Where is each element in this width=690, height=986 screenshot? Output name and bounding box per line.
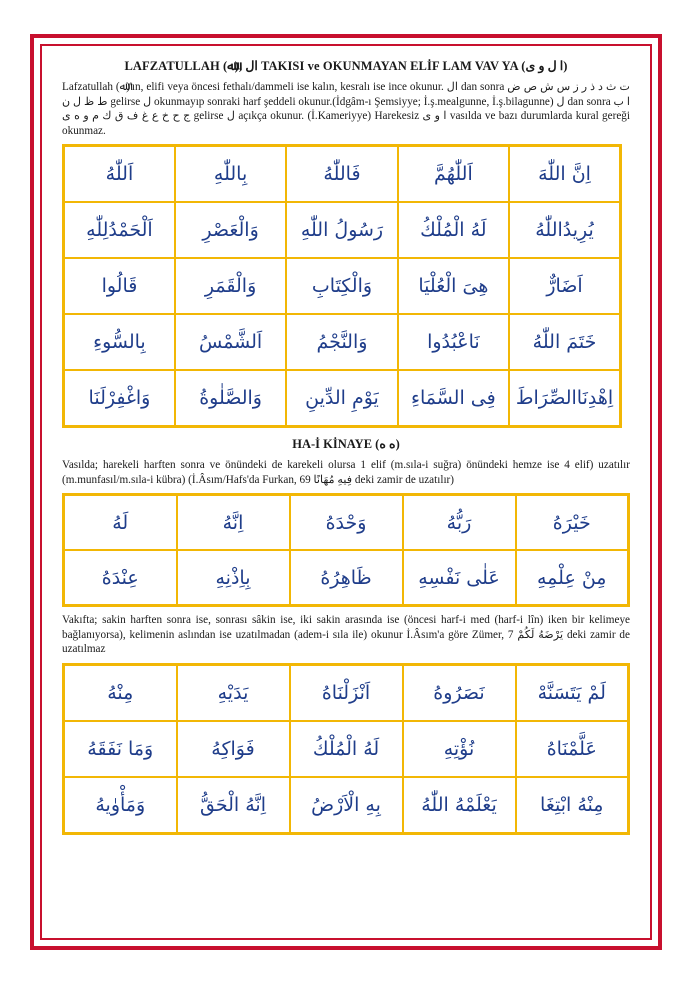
arabic-word-cell: اَضَارٌّ xyxy=(509,258,620,314)
table-row xyxy=(64,146,621,203)
vakifta-paragraph: Vakıfta; sakin harften sonra ise, sonrası sâkin ise, iki sakin arasında ise (öncesi harf-i med (harf-i lîn) iken bir kelimeye bağlanıyorsa), kelimenin aslından ise uzatılmadan (adem-i sıla ile) okunur İ.Âsım'a göre Zümer, 7 يَرْضَهُ لَكُمْ deki zamir de uzatılmaz xyxy=(62,614,630,655)
page-content xyxy=(62,58,630,835)
table-row xyxy=(64,550,629,606)
table-row xyxy=(64,202,621,258)
arabic-word-cell: بِهِ الْاَرْضُ xyxy=(290,777,403,834)
arabic-word-cell: اِنَّهُ xyxy=(177,495,290,551)
table-row xyxy=(64,777,629,834)
arabic-word-cell: نُؤْتِهِ xyxy=(403,721,516,777)
table-row xyxy=(64,495,629,551)
table-row xyxy=(64,721,629,777)
arabic-word-cell: وَمَأْوٰيهُ xyxy=(64,777,177,834)
arabic-word-cell: لَمْ يَتَسَنَّهْ xyxy=(516,664,629,721)
arabic-word-cell: اِنَّهُ الْحَقُّ xyxy=(177,777,290,834)
arabic-word-cell: لَهُ xyxy=(64,495,177,551)
arabic-word-cell: لَهُ الْمُلْكُ xyxy=(290,721,403,777)
arabic-word-cell: عَلَّمْنَاهُ xyxy=(516,721,629,777)
arabic-word-cell: وَالْقَمَرِ xyxy=(175,258,286,314)
arabic-word-cell: وَالْكِتَابِ xyxy=(286,258,397,314)
arabic-word-cell: بِالسُّوءِ xyxy=(64,314,175,370)
arabic-word-cell: عَلٰى نَفْسِهِ xyxy=(403,550,516,606)
vasilda-paragraph: Vasılda; harekeli harften sonra ve önündeki de karekeli olursa 1 elif (m.sıla-i suğra) önündeki hemze ise 4 elif) uzatılır (m.munfasıl/m.sıla-i kübra) (İ.Âsım/Hafs'da Furkan, 69 فِيهِ مُهَانًا deki zamir de uzatılır) xyxy=(62,459,630,486)
arabic-word-cell: يَوْمِ الدِّينِ xyxy=(286,370,397,427)
arabic-word-cell: اَلشَّمْسُ xyxy=(175,314,286,370)
arabic-word-cell: مِنْهُ ابْتِغَا xyxy=(516,777,629,834)
arabic-word-cell: اَللّٰهُمَّ xyxy=(398,146,509,203)
lafzatullah-table xyxy=(62,144,622,428)
arabic-word-cell: خَيْرَهُ xyxy=(516,495,629,551)
arabic-word-cell: يَعْلَمْهُ اللّٰهُ xyxy=(403,777,516,834)
table-row xyxy=(64,664,629,721)
arabic-word-cell: وَالنَّجْمُ xyxy=(286,314,397,370)
arabic-word-cell: فَوَاكِهُ xyxy=(177,721,290,777)
arabic-word-cell: اِنَّ اللّٰهَ xyxy=(509,146,620,203)
table-row xyxy=(64,258,621,314)
arabic-word-cell: هِىَ الْعُلْيَا xyxy=(398,258,509,314)
arabic-word-cell: اَللّٰهُ xyxy=(64,146,175,203)
arabic-word-cell: نَاعْبُدُوا xyxy=(398,314,509,370)
arabic-word-cell: بِاِذْنِهِ xyxy=(177,550,290,606)
arabic-word-cell: مِنْهُ xyxy=(64,664,177,721)
arabic-word-cell: وَحْدَهُ xyxy=(290,495,403,551)
arabic-word-cell: وَالصَّلٰوةُ xyxy=(175,370,286,427)
arabic-word-cell: اَنْزَلْنَاهُ xyxy=(290,664,403,721)
arabic-word-cell: بِاللّٰهِ xyxy=(175,146,286,203)
arabic-word-cell: رَبُّهُ xyxy=(403,495,516,551)
arabic-word-cell: لَهُ الْمُلْكُ xyxy=(398,202,509,258)
arabic-word-cell: وَمَا نَفَقَهُ xyxy=(64,721,177,777)
intro-paragraph: Lafzatullah (ﷲ)'ın, elifi veya öncesi fethalı/dammeli ise kalın, kesralı ise ince okunur. ال dan sonra ت ث د ذ ر ز س ش ص ض ط ظ ل ن gelirse ل okunmayıp sonraki harf şeddeli okunur.(İdgâm-ı Şemsiyye; İ.ş.mealgunne, İ.ş.bilagunne) ل dan sonra ا ب ج ح خ ع غ ف ق ك م و ه ى gelirse ل açıkça okunur. (İ.Kameriyye) Harekesiz ا و ى vasılda ve bazı durumlarda kural gereği okunmaz. xyxy=(62,81,631,137)
table-row xyxy=(64,314,621,370)
arabic-word-cell: خَتَمَ اللّٰهُ xyxy=(509,314,620,370)
arabic-word-cell: عِنْدَهُ xyxy=(64,550,177,606)
arabic-word-cell: فِى السَّمَاءِ xyxy=(398,370,509,427)
table-row xyxy=(64,370,621,427)
vakifta-table xyxy=(62,663,630,835)
arabic-word-cell: وَاغْفِرْلَنَا xyxy=(64,370,175,427)
arabic-word-cell: يُرِيدُاللّٰهُ xyxy=(509,202,620,258)
arabic-word-cell: رَسُولُ اللّٰهِ xyxy=(286,202,397,258)
arabic-word-cell: وَالْعَصْرِ xyxy=(175,202,286,258)
section-title-hai-kinaye: HA-İ KİNAYE (ه ه) xyxy=(292,437,400,451)
arabic-word-cell: نَصَرُوهُ xyxy=(403,664,516,721)
arabic-word-cell: ظَاهِرُهُ xyxy=(290,550,403,606)
arabic-word-cell: يَدَيْهِ xyxy=(177,664,290,721)
arabic-word-cell: اِهْدِنَاالصِّرَاطَ xyxy=(509,370,620,427)
vasilda-table xyxy=(62,493,630,607)
arabic-word-cell: قَالُوا xyxy=(64,258,175,314)
arabic-word-cell: فَاللّٰهُ xyxy=(286,146,397,203)
arabic-word-cell: مِنْ عِلْمِهِ xyxy=(516,550,629,606)
page-title: LAFZATULLAH (ﷲ), ال TAKISI ve OKUNMAYAN ELİF LAM VAV YA (ا ل و ى) xyxy=(124,59,568,73)
arabic-word-cell: اَلْحَمْدُلِلّٰهِ xyxy=(64,202,175,258)
